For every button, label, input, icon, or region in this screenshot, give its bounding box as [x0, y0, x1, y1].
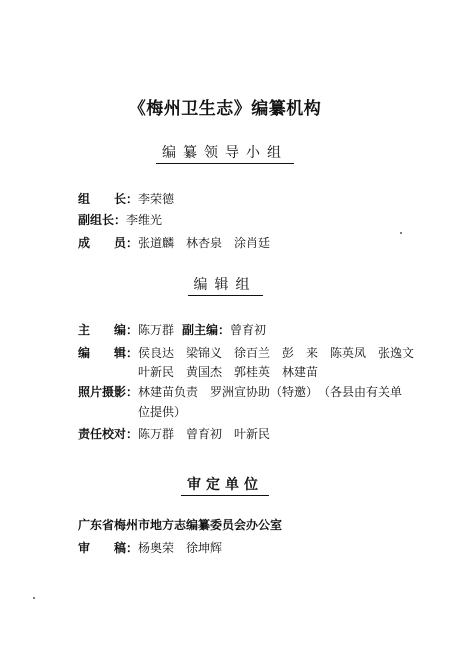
vice-chief-editor-value: 曾育初 — [230, 323, 267, 337]
deputy-row — [78, 212, 162, 228]
editorial-group-heading-text: 编辑组 — [188, 276, 263, 296]
chief-editor-row — [78, 322, 266, 338]
reviewer-value: 杨奥荣 徐坤辉 — [138, 541, 223, 555]
leading-group-heading-text: 编纂领导小组 — [156, 144, 294, 164]
members-row — [78, 235, 270, 251]
proofreading-row — [78, 426, 270, 442]
photography-label: 照片摄影： — [78, 385, 139, 399]
proofreading-label: 责任校对： — [78, 427, 139, 441]
review-unit-heading-text: 审定单位 — [181, 476, 269, 496]
leader-value: 李荣德 — [138, 192, 175, 206]
editorial-group-heading — [0, 276, 450, 296]
leading-group-heading — [0, 144, 450, 164]
chief-editor-label: 主 编： — [78, 323, 139, 337]
page-title: 《梅州卫生志》编纂机构 — [128, 99, 322, 119]
photography-row-2 — [138, 404, 186, 420]
photography-line-2: 位提供） — [138, 405, 187, 419]
deputy-label: 副组长： — [78, 213, 127, 227]
photography-line-1: 林建苗负责 罗洲宣协助（特邀） （各县由有关单 — [138, 385, 403, 399]
organization-name: 广东省梅州市地方志编纂委员会办公室 — [78, 518, 283, 532]
reviewer-label: 审 稿： — [78, 541, 139, 555]
leader-row — [78, 191, 174, 207]
editors-row-2 — [138, 364, 318, 380]
photography-row — [78, 384, 402, 400]
members-value: 张道麟 林杏泉 涂肖廷 — [138, 236, 271, 250]
editors-label: 编 辑： — [78, 346, 139, 360]
reviewer-row — [78, 540, 222, 556]
scan-speck — [33, 597, 35, 599]
scan-speck — [400, 232, 402, 234]
editors-row — [78, 345, 414, 361]
leader-label: 组 长： — [78, 192, 139, 206]
proofreading-value: 陈万群 曾育初 叶新民 — [138, 427, 271, 441]
review-unit-heading — [0, 476, 450, 496]
deputy-value: 李维光 — [126, 213, 163, 227]
chief-editor-value: 陈万群 — [138, 323, 175, 337]
vice-chief-editor-label: 副主编： — [182, 323, 231, 337]
editors-line-1: 侯良达 梁锦义 徐百兰 彭 来 陈英凤 张逸文 — [138, 346, 415, 360]
editors-line-2: 叶新民 黄国杰 郭桂英 林建苗 — [138, 365, 319, 379]
members-label: 成 员： — [78, 236, 139, 250]
